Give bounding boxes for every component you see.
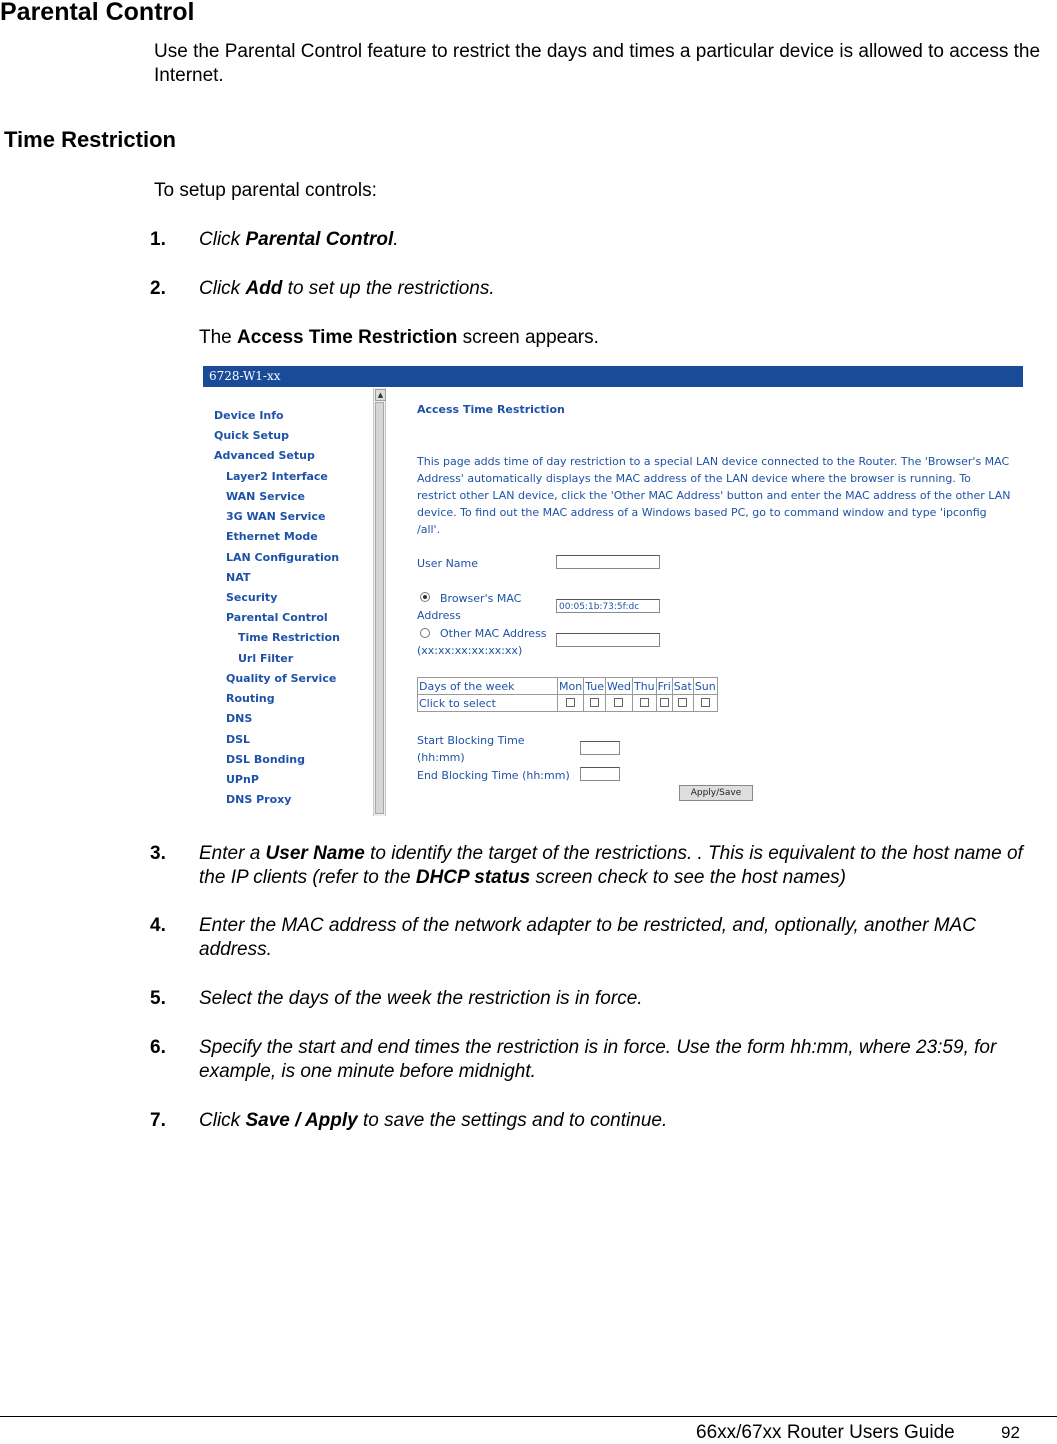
sidebar-nav — [203, 388, 373, 816]
page-title: Access Time Restriction — [417, 403, 565, 416]
other-mac-input[interactable] — [556, 633, 660, 647]
nav-dsl[interactable]: DSL — [226, 733, 251, 746]
day-checkbox-sun[interactable] — [701, 698, 710, 707]
step-number: 3. — [150, 843, 166, 864]
nav-dsl-bonding[interactable]: DSL Bonding — [226, 753, 306, 766]
footer-divider — [0, 1416, 1057, 1417]
user-name-input[interactable] — [556, 555, 660, 569]
browser-mac-label: Browser's MAC — [440, 592, 522, 605]
nav-ethernet-mode[interactable]: Ethernet Mode — [226, 530, 318, 543]
intro-paragraph: Use the Parental Control feature to restrict the days and times a particular device is allowed to access the Internet. — [154, 41, 1041, 86]
nav-quality-of-service[interactable]: Quality of Service — [226, 672, 337, 685]
page-description: This page adds time of day restriction to a special LAN device connected to the Router. The 'Browser's MAC Address' automatically displays the MAC address of the LAN device where the browser is running. To restrict other LAN device, click the 'Other MAC Address' button and enter the MAC address of the other LAN device. To find out the MAC address of a Windows based PC, go to command window and type 'ipconfig /all'. — [417, 455, 1011, 536]
step-number: 2. — [150, 278, 166, 299]
router-screenshot — [203, 366, 1023, 816]
day-header: Thu — [633, 679, 655, 693]
nav-quick-setup[interactable]: Quick Setup — [214, 429, 289, 442]
nav-security[interactable]: Security — [226, 591, 278, 604]
user-name-label: User Name — [417, 557, 479, 570]
days-table — [417, 677, 718, 712]
other-mac-format-label: (xx:xx:xx:xx:xx:xx) — [417, 644, 523, 657]
step-text: Enter a User Name to identify the target of the restrictions. . This is equivalent to the host name of the IP clients (refer to the DHCP status screen check to see the host names) — [199, 843, 1023, 888]
step-text: Select the days of the week the restriction is in force. — [199, 988, 643, 1009]
day-checkbox-tue[interactable] — [590, 698, 599, 707]
day-header: Mon — [559, 679, 583, 693]
browser-mac-input[interactable]: 00:05:1b:73:5f:dc — [556, 599, 660, 613]
step-number: 1. — [150, 229, 166, 250]
screen-note: The Access Time Restriction screen appears. — [199, 327, 599, 348]
day-header: Tue — [585, 679, 604, 693]
start-time-format-label: (hh:mm) — [417, 751, 465, 764]
nav-nat[interactable]: NAT — [226, 571, 251, 584]
step-number: 7. — [150, 1110, 166, 1131]
nav-lan-configuration[interactable]: LAN Configuration — [226, 551, 340, 564]
lead-text: To setup parental controls: — [154, 180, 377, 201]
scroll-up-icon[interactable]: ▲ — [375, 389, 386, 401]
step-text: Click Add to set up the restrictions. — [199, 278, 495, 299]
step-number: 6. — [150, 1037, 166, 1058]
page-number: 92 — [1001, 1423, 1020, 1442]
other-mac-radio[interactable] — [420, 628, 430, 638]
nav-time-restriction[interactable]: Time Restriction — [238, 631, 340, 644]
nav-url-filter[interactable]: Url Filter — [238, 652, 294, 665]
step-text: Specify the start and end times the restriction is in force. Use the form hh:mm, where 23:59, for example, is one minute before midnight. — [199, 1037, 997, 1082]
day-header: Wed — [607, 679, 631, 693]
nav-3g-wan-service[interactable]: 3G WAN Service — [226, 510, 326, 523]
day-header: Sat — [673, 679, 692, 693]
browser-mac-label-2: Address — [417, 609, 461, 622]
end-time-label: End Blocking Time (hh:mm) — [417, 769, 570, 782]
nav-dns-proxy[interactable]: DNS Proxy — [226, 793, 292, 806]
step-number: 5. — [150, 988, 166, 1009]
other-mac-label: Other MAC Address — [440, 627, 547, 640]
browser-mac-radio[interactable] — [420, 592, 430, 602]
day-checkbox-sat[interactable] — [678, 698, 687, 707]
click-to-select-label: Click to select — [418, 695, 558, 712]
section-title: Parental Control — [0, 0, 195, 26]
end-time-input[interactable] — [580, 767, 620, 781]
sidebar-scrollbar[interactable] — [373, 388, 386, 816]
day-checkbox-thu[interactable] — [640, 698, 649, 707]
nav-wan-service[interactable]: WAN Service — [226, 490, 305, 503]
nav-device-info[interactable]: Device Info — [214, 409, 284, 422]
days-label: Days of the week — [418, 678, 558, 695]
nav-layer2-interface[interactable]: Layer2 Interface — [226, 470, 328, 483]
step-text: Click Save / Apply to save the settings and to continue. — [199, 1110, 668, 1131]
day-checkbox-fri[interactable] — [660, 698, 669, 707]
subsection-title: Time Restriction — [4, 127, 176, 152]
step-text: Click Parental Control. — [199, 229, 399, 250]
start-time-label: Start Blocking Time — [417, 734, 525, 747]
step-number: 4. — [150, 915, 166, 936]
apply-save-button[interactable]: Apply/Save — [679, 785, 753, 801]
nav-routing[interactable]: Routing — [226, 692, 275, 705]
step-text: Enter the MAC address of the network adapter to be restricted, and, optionally, another MAC address. — [199, 915, 976, 960]
scroll-thumb[interactable] — [375, 402, 384, 814]
day-header: Fri — [657, 679, 671, 693]
day-header: Sun — [694, 679, 716, 693]
nav-dns[interactable]: DNS — [226, 712, 253, 725]
window-title-bar: 6728-W1-xx — [203, 366, 1023, 387]
nav-upnp[interactable]: UPnP — [226, 773, 259, 786]
day-checkbox-mon[interactable] — [566, 698, 575, 707]
footer-guide-title: 66xx/67xx Router Users Guide — [696, 1422, 955, 1443]
nav-parental-control[interactable]: Parental Control — [226, 611, 328, 624]
nav-advanced-setup[interactable]: Advanced Setup — [214, 449, 315, 462]
day-checkbox-wed[interactable] — [614, 698, 623, 707]
start-time-input[interactable] — [580, 741, 620, 755]
